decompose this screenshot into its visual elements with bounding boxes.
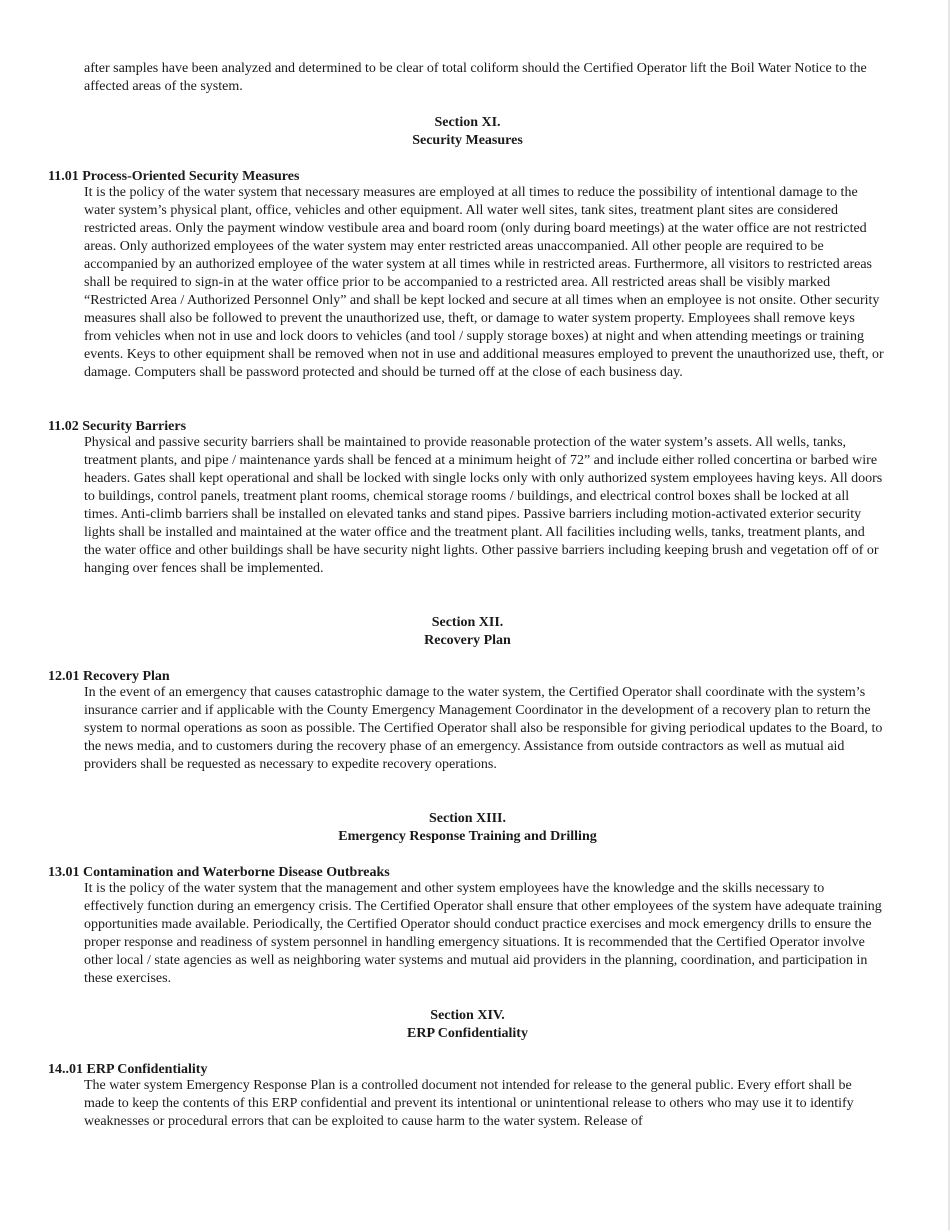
subsection-body-12-01: In the event of an emergency that causes catastrophic damage to the water system, the Certified Operator shall coordinate with the system’s insurance carrier and if applicable with the County Emergency Management Coordinator in the development of a recovery plan to return the system to normal operations as soon as possible. The Certified Operator shall also be responsible for giving periodical updates to the Board, to the news media, and to customers during the recovery phase of an emergency. Assistance from outside contractors as well as mutual aid providers shall be requested as necessary to expedite recovery operations. (84, 685, 883, 772)
subsection-body-11-01: It is the policy of the water system that necessary measures are employed at all times to reduce the possibility of intentional damage to the water system’s physical plant, office, vehicles and other equipment. All water well sites, tank sites, treatment plant sites are considered restricted areas. Only the payment window vestibule area and board room (only during board meetings) at the water office are not restricted areas. Only authorized employees of the water system may enter restricted areas unaccompanied. All other people are required to be accompanied by an authorized employee of the water system at all times while in restricted areas. Furthermore, all visitors to restricted areas shall be required to sign-in at the water office prior to be accompanied to a restricted area. All restricted areas shall be visibly marked “Restricted Area / Authorized Personnel Only” and shall be kept locked and secure at all times when an employee is not onsite. Other security measures shall also be followed to prevent the unauthorized use, theft, or damage to water system property. Employees shall remove keys from vehicles when not in use and lock doors to vehicles (and tool / supply storage boxes) at night and when attending meetings or training events. Keys to other equipment shall be removed when not in use and additional measures employed to prevent the unauthorized use, theft, or damage. Computers shall be password protected and should be turned off at the close of each business day. (84, 185, 884, 380)
section-number: Section XIV. (430, 1008, 505, 1023)
section-xii-header (0, 614, 935, 650)
section-number: Section XII. (431, 615, 504, 630)
intro-paragraph: after samples have been analyzed and determined to be clear of total coliform should the Certified Operator lift the Boil Water Notice to the affected areas of the system. (84, 61, 867, 94)
section-title: ERP Confidentiality (407, 1026, 528, 1041)
subsection-heading-11-02: 11.02 Security Barriers (48, 419, 187, 434)
subsection-body-11-02: Physical and passive security barriers shall be maintained to provide reasonable protection of the water system’s assets. All wells, tanks, treatment plants, and pipe / maintenance yards shall be fenced at a minimum height of 72” and include either rolled concertina or barbed wire headers. Gates shall kept operational and shall be locked with single locks only with only authorized system employees having keys. All doors to buildings, control panels, treatment plant rooms, chemical storage rooms / buildings, and electrical control boxes shall be locked at all times. Anti-climb barriers shall be installed on elevated tanks and stand pipes. Passive barriers including motion-activated exterior security lights shall be installed and maintained at the water office and the treatment plant. All facilities including wells, tanks, treatment plants, and the water office and other buildings shall be have security night lights. Other passive barriers including keeping brush and vegetation off of or hanging over fences shall be implemented. (84, 435, 883, 576)
section-number: Section XIII. (428, 811, 506, 826)
section-title: Security Measures (412, 133, 523, 148)
section-xiv-header (0, 1007, 935, 1043)
subsection-body-13-01: It is the policy of the water system that the management and other system employees have the knowledge and the skills necessary to effectively function during an emergency crisis. The Certified Operator shall ensure that other employees of the system have adequate training opportunities made available. Periodically, the Certified Operator should conduct practice exercises and mock emergency drills to ensure the proper response and readiness of system personnel in handling emergency situations. It is recommended that the Certified Operator involve other local / state agencies as well as neighboring water systems and mutual aid providers in the planning, coordination, and participation in these exercises. (84, 881, 882, 986)
section-title: Emergency Response Training and Drilling (338, 829, 597, 844)
section-number: Section XI. (434, 115, 501, 130)
section-xi-header (0, 114, 935, 150)
section-title: Recovery Plan (424, 633, 511, 648)
subsection-heading-13-01: 13.01 Contamination and Waterborne Disease Outbreaks (48, 865, 390, 880)
section-xiii-header (0, 810, 935, 846)
subsection-body-14-01: The water system Emergency Response Plan is a controlled document not intended for release to the general public. Every effort shall be made to keep the contents of this ERP confidential and prevent its intentional or unintentional release to others who may use it to identify weaknesses or procedural errors that can be exploited to cause harm to the water system. Release of (84, 1078, 854, 1129)
subsection-heading-11-01: 11.01 Process-Oriented Security Measures (48, 169, 300, 184)
subsection-heading-14-01: 14..01 ERP Confidentiality (48, 1062, 208, 1077)
subsection-heading-12-01: 12.01 Recovery Plan (48, 669, 170, 684)
